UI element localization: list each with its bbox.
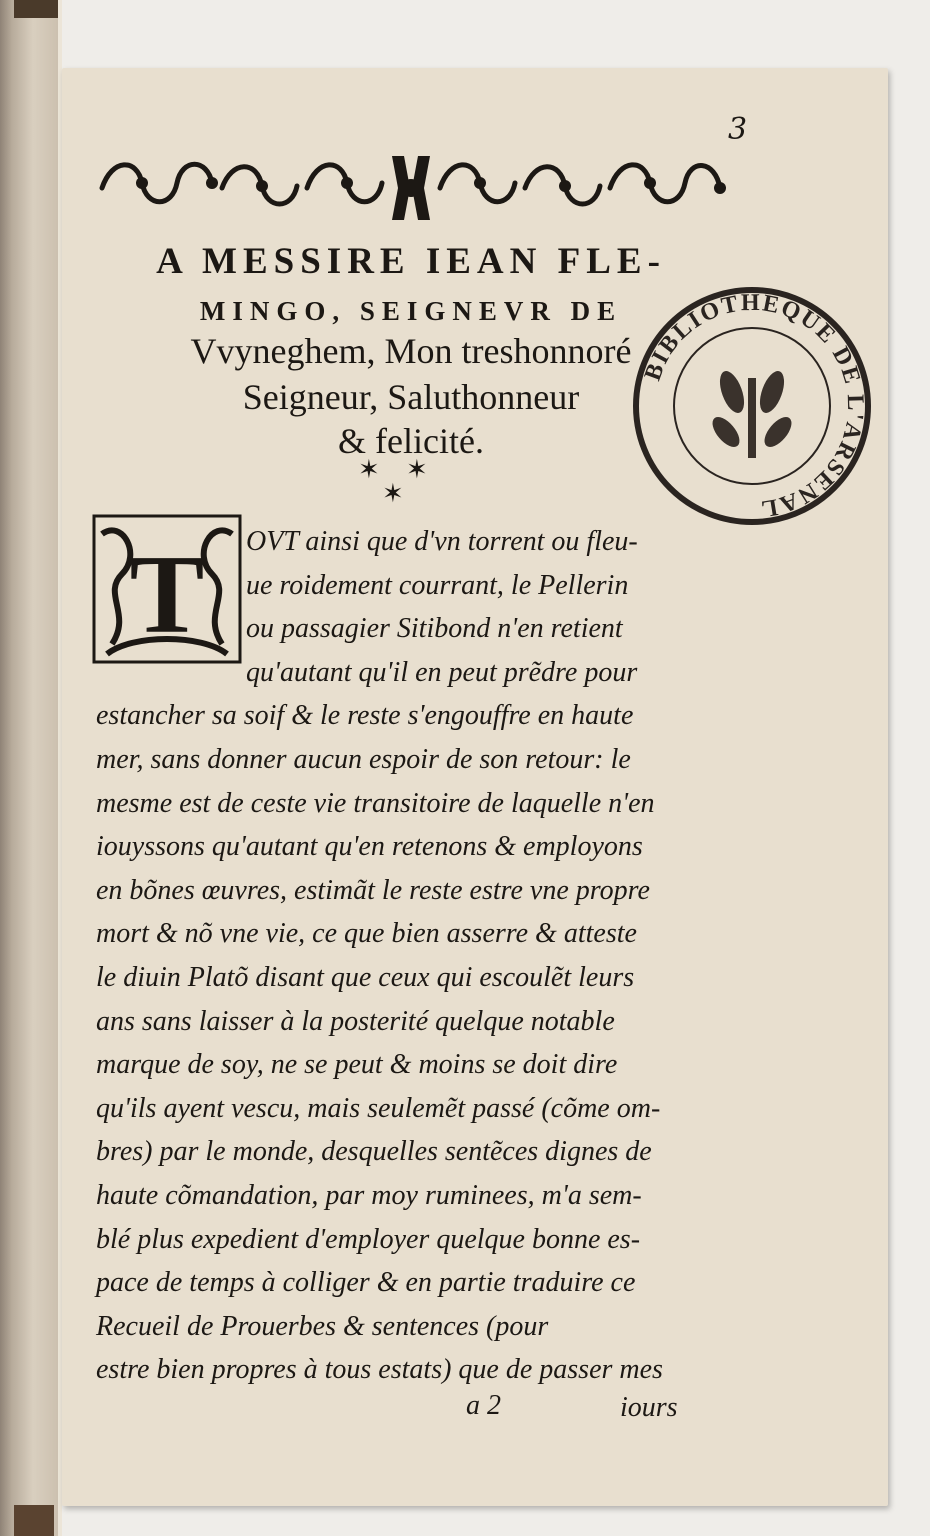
body-line-19: Recueil de Prouerbes & sentences (pour (96, 1310, 549, 1342)
body-line-10: mort & nõ vne vie, ce que bien asserre & atteste (96, 918, 637, 950)
body-line-3: ou passagier Sitibond n'en retient (246, 613, 623, 645)
asterism-ornament (354, 456, 434, 504)
book-spine (0, 0, 60, 1536)
svg-text:✶: ✶ (358, 456, 380, 485)
dedication-title-line-1: A MESSIRE IEAN FLE- (156, 241, 666, 282)
signature-mark: a 2 (466, 1390, 501, 1421)
folio-number: 3 (728, 112, 748, 147)
dedication-title-line-4: Seigneur, Saluthonneur (242, 377, 580, 417)
body-line-17: blé plus expedient d'employer quelque bonne es- (96, 1223, 641, 1255)
catchword: iours (620, 1392, 678, 1423)
stamp-text: BIBLIOTHEQUE DE L'ARSENAL (639, 289, 869, 522)
spine-headband (14, 0, 58, 18)
body-line-13: marque de soy, ne se peut & moins se doit dire (96, 1049, 618, 1081)
dedication-title-line-3: Vvyneghem, Mon treshonnoré (190, 331, 632, 371)
dedication-title-line-2: MINGO, SEIGNEVR DE (199, 296, 623, 326)
body-line-6: mer, sans donner aucun espoir de son retour: le (96, 743, 631, 775)
laurel-emblem (708, 368, 797, 458)
body-line-7: mesme est de ceste vie transitoire de laquelle n'en (96, 787, 655, 819)
dedication-title-line-5: & felicité. (338, 421, 484, 461)
body-line-14: qu'ils ayent vescu, mais seulemẽt passé (cõme om- (96, 1092, 661, 1124)
body-line-9: en bõnes œuvres, estimãt le reste estre vne propre (96, 874, 650, 906)
body-line-8: iouyssons qu'autant qu'en retenons & employons (96, 831, 643, 863)
body-line-5: estancher sa soif & le reste s'engouffre en haute (96, 700, 634, 732)
body-line-2: ue roidement courrant, le Pellerin (246, 569, 629, 601)
initial-letter: T (129, 533, 205, 657)
body-line-1: OVT ainsi que d'vn torrent ou fleu- (246, 526, 638, 557)
body-line-16: haute cõmandation, par moy ruminees, m'a sem- (96, 1179, 642, 1211)
body-line-15: bres) par le monde, desquelles sentẽces dignes de (96, 1136, 652, 1168)
body-line-20: estre bien propres à tous estats) que de passer mes (96, 1354, 663, 1386)
dedication-body (96, 520, 718, 1392)
library-stamp (628, 282, 876, 530)
spine-tailband (14, 1505, 54, 1536)
body-line-12: ans sans laisser à la posterité quelque notable (96, 1005, 615, 1037)
svg-text:✶: ✶ (406, 456, 428, 485)
ornamental-headpiece (92, 148, 730, 226)
body-line-4: qu'autant qu'il en peut prẽdre pour (246, 656, 638, 688)
body-line-18: pace de temps à colliger & en partie traduire ce (96, 1267, 636, 1299)
svg-text:✶: ✶ (382, 479, 404, 504)
body-line-11: le diuin Platõ disant que ceux qui escoulẽt leurs (96, 961, 635, 993)
